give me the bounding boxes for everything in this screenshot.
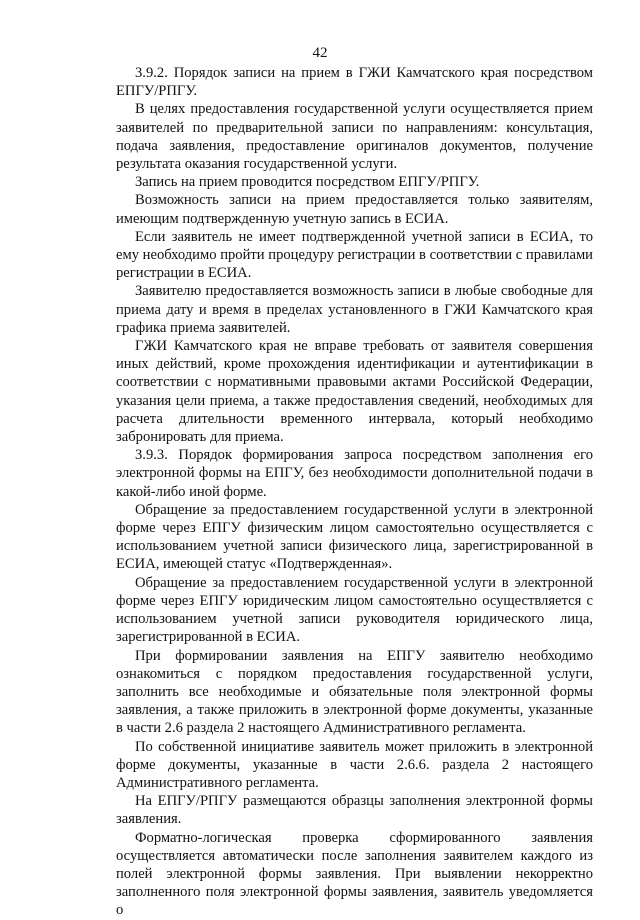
paragraph-appointment-channel: Запись на прием проводится посредством ЕПГУ/РПГУ.	[135, 174, 480, 191]
paragraph-appointment-eligibility: Возможность записи на прием предоставляется только заявителям, имеющим подтвержденную учетную запись в ЕСИА.	[116, 192, 593, 227]
paragraph-3-9-3-heading: 3.9.3. Порядок формирования запроса посредством заполнения его электронной формы на ЕПГУ, без необходимости дополнительной подачи в какой-либо иной форме.	[116, 447, 593, 500]
paragraph-form-filling: При формировании заявления на ЕПГУ заявителю необходимо ознакомиться с порядком предоставления государственной услуги, заполнить все необходимые и обязательные поля электронной формы заявления, а также приложить в электронной форме документы, указанные в части 2.6 раздела 2 настоящего Административного регламента.	[116, 647, 593, 737]
paragraph-legal-entity-request: Обращение за предоставлением государственной услуги в электронной форме через ЕПГУ юридическим лицом самостоятельно осуществляется с использованием учетной записи руководителя юридического лица, зарегистрированной в ЕСИА.	[116, 574, 593, 646]
paragraph-appointment-time: Заявителю предоставляется возможность записи в любые свободные для приема дату и время в пределах установленного в ГЖИ Камчатского края графика приема заявителей.	[116, 283, 593, 336]
paragraph-appointment-purpose: В целях предоставления государственной услуги осуществляется прием заявителей по предварительной записи по направлениям: консультация, подача заявления, предоставление оригиналов документов, получение результата оказания государственной услуги.	[116, 101, 593, 173]
paragraph-individual-request: Обращение за предоставлением государственной услуги в электронной форме через ЕПГУ физическим лицом самостоятельно осуществляется с использованием учетной записи физического лица, зарегистрированной в ЕСИА, имеющей статус «Подтвержденная».	[116, 501, 593, 573]
paragraph-optional-documents: По собственной инициативе заявитель может приложить в электронной форме документы, указанные в части 2.6.6. раздела 2 настоящего Административного регламента.	[116, 738, 593, 791]
paragraph-form-samples: На ЕПГУ/РПГУ размещаются образцы заполнения электронной формы заявления.	[116, 793, 593, 828]
page-number: 42	[312, 45, 328, 61]
paragraph-3-9-2-heading: 3.9.2. Порядок записи на прием в ГЖИ Камчатского края посредством ЕПГУ/РПГУ.	[116, 65, 593, 100]
paragraph-restrictions: ГЖИ Камчатского края не вправе требовать от заявителя совершения иных действий, кроме прохождения идентификации и аутентификации в соответствии с нормативными правовыми актами Российской Федерации, указания цели приема, а также предоставления сведений, необходимых для расчета длительности временного интервала, который необходимо забронировать для приема.	[116, 338, 593, 446]
document-body	[116, 64, 593, 920]
paragraph-format-check: Форматно-логическая проверка сформированного заявления осуществляется автоматически после заполнения заявителем каждого из полей электронной формы заявления. При выявлении некорректно заполненного поля электронной формы заявления, заявитель уведомляется о	[116, 829, 593, 919]
paragraph-esia-registration: Если заявитель не имеет подтвержденной учетной записи в ЕСИА, то ему необходимо пройти процедуру регистрации в соответствии с правилами регистрации в ЕСИА.	[116, 228, 593, 282]
